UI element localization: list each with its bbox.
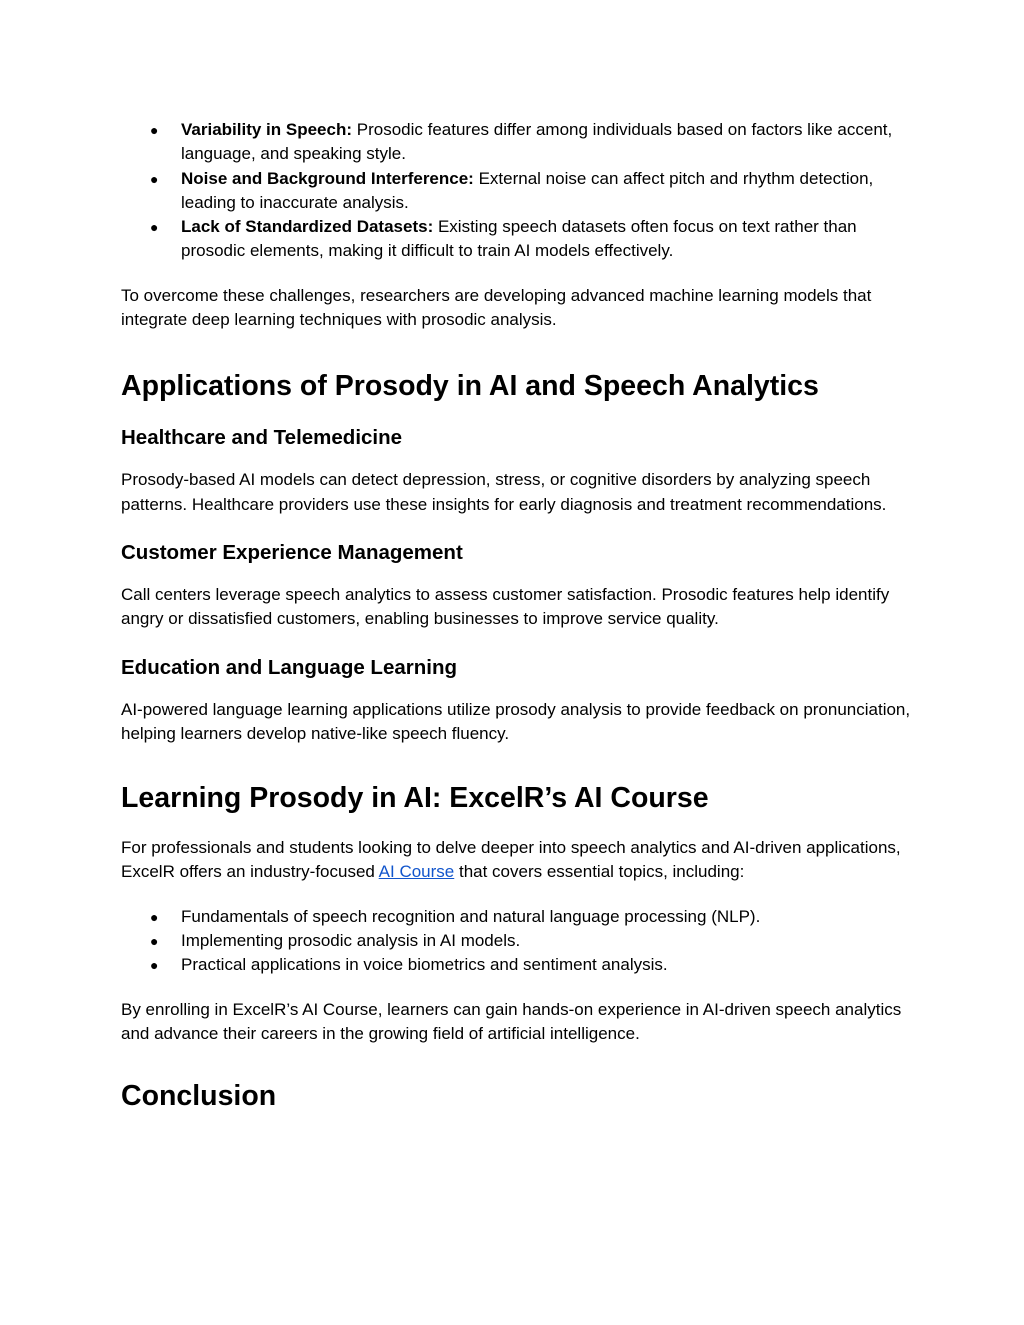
course-closing-paragraph: By enrolling in ExcelR’s AI Course, learners can gain hands-on experience in AI-driven speech analytics and advance their careers in the growing field of artificial intelligence. xyxy=(121,999,902,1043)
list-item xyxy=(121,215,911,264)
list-item xyxy=(121,905,911,929)
list-item xyxy=(121,929,911,953)
list-item-label: Lack of Standardized Datasets: xyxy=(181,217,434,237)
list-item-label: Noise and Background Interference: xyxy=(181,168,474,188)
bullet-icon: ● xyxy=(150,957,159,974)
list-item-label: Variability in Speech: xyxy=(181,120,353,139)
list-item-text: Practical applications in voice biometrics and sentiment analysis. xyxy=(181,955,668,975)
customer-experience-paragraph: Call centers leverage speech analytics to assess customer satisfaction. Prosodic features help identify angry or dissatisfied customers, enabling businesses to improve service quality. xyxy=(121,584,890,629)
education-heading: Education and Language Learning xyxy=(121,655,457,679)
overcome-paragraph: To overcome these challenges, researchers are developing advanced machine learning models that integrate deep learning techniques with prosodic analysis. xyxy=(121,285,872,330)
list-item xyxy=(121,953,911,977)
healthcare-paragraph: Prosody-based AI models can detect depression, stress, or cognitive disorders by analyzing speech patterns. Healthcare providers use these insights for early diagnosis and treatment recommendations. xyxy=(121,470,887,514)
list-item xyxy=(121,167,911,216)
bullet-icon: ● xyxy=(150,122,159,138)
bullet-icon: ● xyxy=(150,908,159,925)
bullet-icon: ● xyxy=(150,933,159,950)
course-topics-list xyxy=(121,905,911,978)
course-intro-text-end: that covers essential topics, including: xyxy=(454,862,745,882)
bullet-icon: ● xyxy=(150,219,159,236)
list-item-text: Existing speech datasets often focus on text rather than prosodic elements, making it difficult to train AI models effectively. xyxy=(181,217,857,261)
course-intro-paragraph xyxy=(121,836,911,885)
education-paragraph: AI-powered language learning applications utilize prosody analysis to provide feedback on pronunciation, helping learners develop native-like speech fluency. xyxy=(121,699,911,743)
list-item-text: External noise can affect pitch and rhythm detection, leading to inaccurate analysis. xyxy=(181,168,874,212)
customer-experience-heading: Customer Experience Management xyxy=(121,540,463,564)
challenges-list xyxy=(121,118,911,264)
course-intro-text: For professionals and students looking to delve deeper into speech analytics and AI-driven applications, ExcelR offers an industry-focused xyxy=(121,838,901,882)
document-content xyxy=(121,118,911,1114)
list-item-text: Prosodic features differ among individuals based on factors like accent, language, and speaking style. xyxy=(181,120,893,164)
list-item-text: Implementing prosodic analysis in AI models. xyxy=(181,931,521,951)
applications-heading: Applications of Prosody in AI and Speech Analytics xyxy=(121,370,819,403)
healthcare-heading: Healthcare and Telemedicine xyxy=(121,426,403,450)
course-heading: Learning Prosody in AI: ExcelR’s AI Course xyxy=(121,782,709,815)
ai-course-link[interactable]: AI Course xyxy=(378,862,455,882)
list-item-text: Fundamentals of speech recognition and natural language processing (NLP). xyxy=(181,906,761,926)
list-item xyxy=(121,118,911,167)
conclusion-heading: Conclusion xyxy=(121,1080,277,1113)
bullet-icon: ● xyxy=(150,170,159,187)
